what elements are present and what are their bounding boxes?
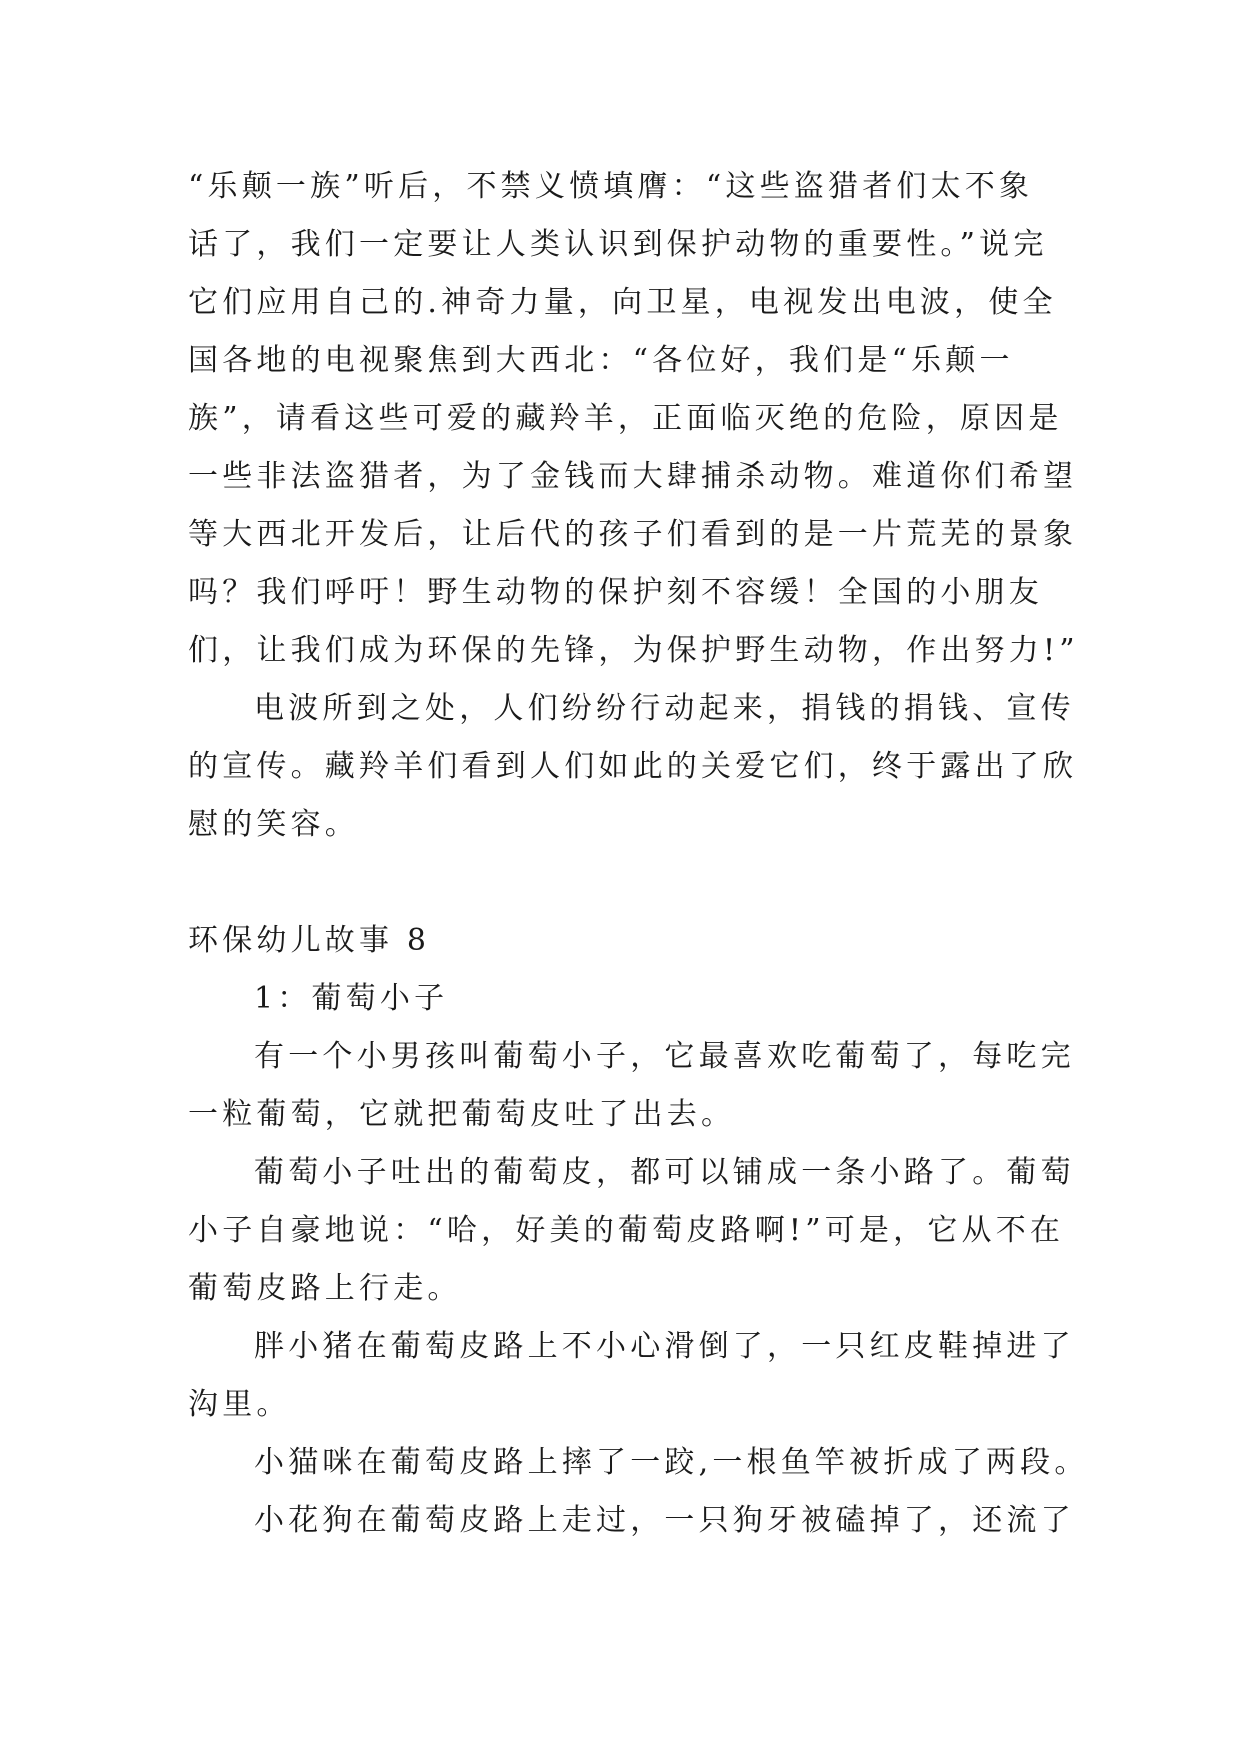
section-heading: 环保幼儿故事 8	[188, 923, 431, 958]
text-line: 胖小猪在葡萄皮路上不小心滑倒了，一只红皮鞋掉进了	[254, 1329, 1075, 1364]
text-line: 葡萄小子吐出的葡萄皮，都可以铺成一条小路了。葡萄	[254, 1155, 1075, 1190]
text-line: 小子自豪地说：“哈，好美的葡萄皮路啊!”可是，它从不在	[188, 1213, 1065, 1248]
story-title: 1：葡萄小子	[254, 981, 449, 1016]
text-line: 小猫咪在葡萄皮路上摔了一跤,一根鱼竿被折成了两段。	[254, 1445, 1089, 1480]
text-line: 沟里。	[188, 1387, 291, 1422]
text-line: 话了，我们一定要让人类认识到保护动物的重要性。”说完	[188, 227, 1048, 262]
text-line: 慰的笑容。	[188, 807, 359, 842]
text-line: 一粒葡萄，它就把葡萄皮吐了出去。	[188, 1097, 736, 1132]
text-line: 有一个小男孩叫葡萄小子，它最喜欢吃葡萄了，每吃完	[254, 1039, 1075, 1074]
story-text	[188, 158, 1089, 1550]
text-line: 国各地的电视聚焦到大西北：“各位好，我们是“乐颠一	[188, 343, 1014, 378]
text-line: “乐颠一族”听后，不禁义愤填膺：“这些盗猎者们太不象	[188, 169, 1034, 204]
text-line: 等大西北开发后，让后代的孩子们看到的是一片荒芜的景象	[188, 517, 1078, 552]
text-line: 一些非法盗猎者，为了金钱而大肆捕杀动物。难道你们希望	[188, 459, 1078, 494]
text-line: 族”，请看这些可爱的藏羚羊，正面临灭绝的危险，原因是	[188, 401, 1063, 436]
text-line: 电波所到之处，人们纷纷行动起来，捐钱的捐钱、宣传	[254, 691, 1075, 726]
text-line: 们，让我们成为环保的先锋，为保护野生动物，作出努力!”	[188, 633, 1079, 668]
text-line: 小花狗在葡萄皮路上走过，一只狗牙被磕掉了，还流了	[254, 1503, 1075, 1538]
text-line: 的宣传。藏羚羊们看到人们如此的关爱它们，终于露出了欣	[188, 749, 1078, 784]
text-line: 吗？我们呼吁！野生动物的保护刻不容缓！全国的小朋友	[188, 575, 1043, 610]
paragraph-gap	[188, 854, 1058, 912]
text-line: 它们应用自己的.神奇力量，向卫星，电视发出电波，使全	[188, 285, 1057, 320]
text-line: 葡萄皮路上行走。	[188, 1271, 462, 1306]
